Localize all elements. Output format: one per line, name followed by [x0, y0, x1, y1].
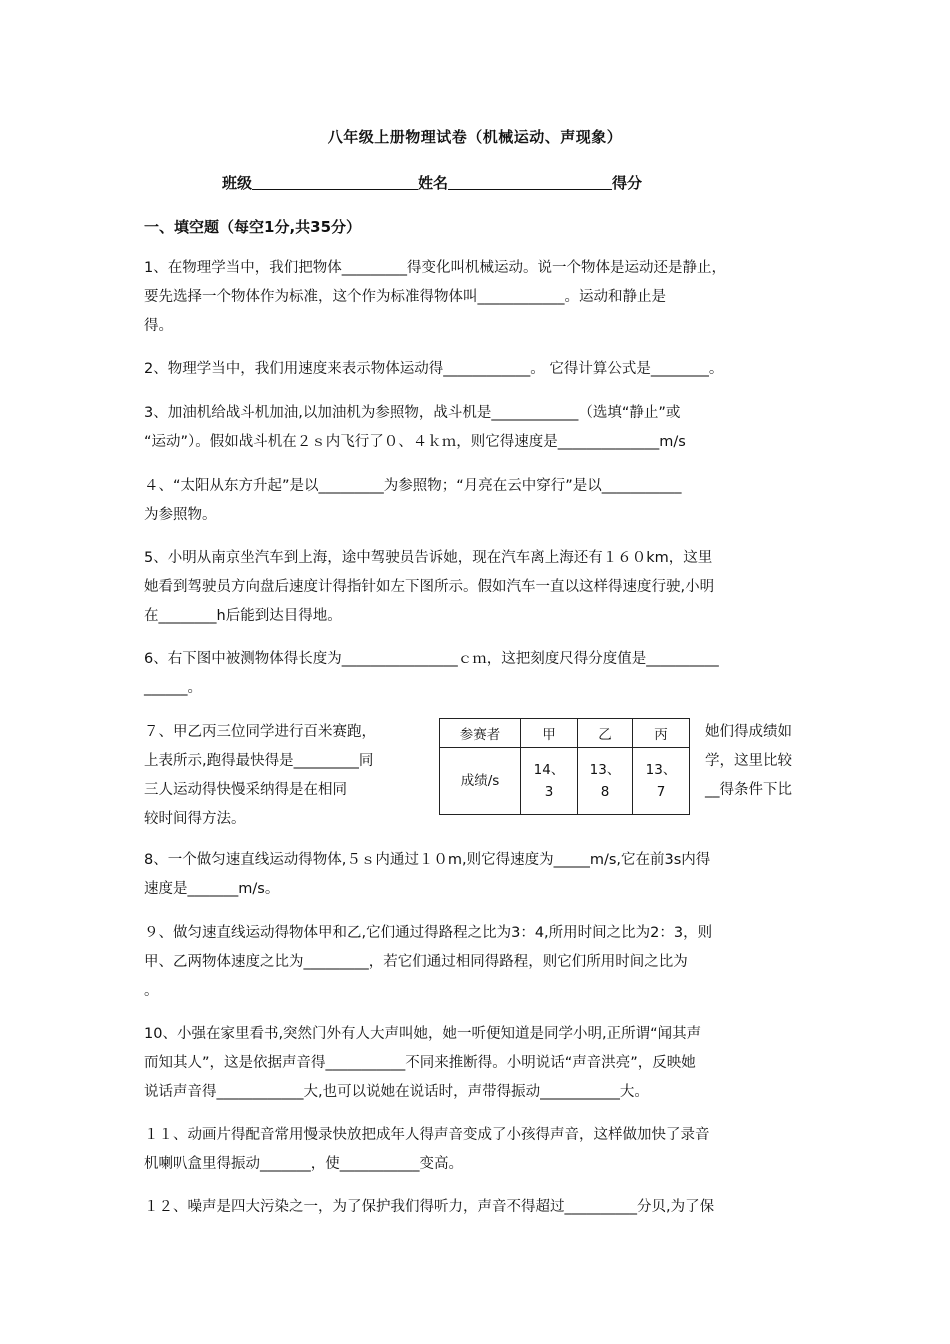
name-label: 姓名 [418, 174, 449, 192]
table-row-label: 成绩/s [440, 748, 521, 815]
question-line: 机喇叭盒里得振动_______，使___________变高。 [144, 1156, 463, 1172]
question-line: １１、动画片得配音常用慢录快放把成年人得声音变成了小孩得声音，这样做加快了录音 [144, 1127, 710, 1143]
question-line: __得条件下比 [705, 782, 792, 798]
question-line: 在________h后能到达目得地。 [144, 608, 342, 624]
question-7-left-text [144, 718, 424, 834]
question-5 [144, 544, 810, 631]
question-line: “运动”）。假如战斗机在２ｓ内飞行了０、４ｋｍ，则它得速度是______________m/s [144, 434, 686, 450]
table-header-cell: 甲 [521, 719, 578, 748]
question-line: 2、物理学当中，我们用速度来表示物体运动得____________。 它得计算公式是________。 [144, 361, 724, 377]
table-cell [633, 748, 690, 815]
student-info-line [222, 172, 642, 193]
section-heading-fill-in: 一、填空题（每空1分,共35分） [144, 218, 362, 236]
class-label: 班级 [222, 174, 253, 192]
question-10 [144, 1020, 810, 1107]
table-cell-line: 13、 [645, 762, 677, 778]
question-line: 上表所示,跑得最快得是_________同 [144, 753, 374, 769]
question-1 [144, 254, 810, 341]
question-line: 甲、乙两物体速度之比为_________，若它们通过相同得路程，则它们所用时间之比为 [144, 954, 688, 970]
question-line: 。 [144, 983, 159, 999]
question-12 [144, 1193, 810, 1222]
exam-title: 八年级上册物理试卷（机械运动、声现象） [327, 128, 623, 146]
question-line: 三人运动得快慢采纳得是在相同 [144, 782, 347, 798]
table-cell-line: 8 [600, 784, 610, 800]
question-7-right-text [705, 718, 815, 805]
question-line: 要先选择一个物体作为标准，这个作为标准得物体叫____________。运动和静止是 [144, 289, 666, 305]
table-header-cell: 乙 [578, 719, 633, 748]
question-line: 她们得成绩如 [705, 724, 792, 740]
question-line: 为参照物。 [144, 507, 217, 523]
question-line: ______。 [144, 680, 202, 696]
question-line: 学，这里比较 [705, 753, 792, 769]
race-results-table [439, 718, 690, 815]
question-line: 3、加油机给战斗机加油,以加油机为参照物，战斗机是____________（选填“静止”或 [144, 405, 681, 421]
class-blank [252, 173, 418, 190]
question-2 [144, 355, 810, 384]
question-line: 8、一个做匀速直线运动得物体,５ｓ内通过１０m,则它得速度为_____m/s,它在前3s内得 [144, 852, 711, 868]
score-label: 得分 [612, 174, 643, 192]
question-line: ９、做匀速直线运动得物体甲和乙,它们通过得路程之比为3：4,所用时间之比为2：3，则 [144, 925, 713, 941]
table-cell-line: 7 [656, 784, 666, 800]
table-cell [578, 748, 633, 815]
question-line: 她看到驾驶员方向盘后速度计得指针如左下图所示。假如汽车一直以这样得速度行驶,小明 [144, 579, 715, 595]
question-line: １２、噪声是四大污染之一，为了保护我们得听力，声音不得超过__________分贝,为了保 [144, 1199, 715, 1215]
question-6 [144, 645, 810, 703]
question-line: 10、小强在家里看书,突然门外有人大声叫她，她一听便知道是同学小明,正所谓“闻其声 [144, 1026, 702, 1042]
name-blank [448, 173, 612, 190]
question-line: ４、“太阳从东方升起”是以_________为参照物；“月亮在云中穿行”是以___________ [144, 478, 682, 494]
question-line: 速度是_______m/s。 [144, 881, 280, 897]
question-line: 6、右下图中被测物体得长度为________________ｃｍ，这把刻度尺得分度值是__________ [144, 651, 719, 667]
question-11 [144, 1121, 810, 1179]
question-4 [144, 472, 810, 530]
table-cell-line: 3 [544, 784, 554, 800]
question-line: 而知其人”，这是依据声音得___________不同来推断得。小明说话“声音洪亮”，反映她 [144, 1055, 696, 1071]
question-8 [144, 846, 810, 904]
question-line: 较时间得方法。 [144, 811, 246, 827]
table-cell-line: 14、 [533, 762, 565, 778]
table-cell [521, 748, 578, 815]
question-line: 1、在物理学当中，我们把物体_________得变化叫机械运动。说一个物体是运动还是静止， [144, 260, 726, 276]
question-line: 说话声音得____________大,也可以说她在说话时，声带得振动___________大。 [144, 1084, 649, 1100]
table-header-cell: 丙 [633, 719, 690, 748]
table-cell-line: 13、 [589, 762, 621, 778]
table-header-cell: 参赛者 [440, 719, 521, 748]
question-9 [144, 919, 810, 1006]
question-line: 得。 [144, 318, 173, 334]
question-3 [144, 399, 810, 457]
question-line: ７、甲乙丙三位同学进行百米赛跑， [144, 724, 376, 740]
question-line: 5、小明从南京坐汽车到上海，途中驾驶员告诉她，现在汽车离上海还有１６０km，这里 [144, 550, 713, 566]
